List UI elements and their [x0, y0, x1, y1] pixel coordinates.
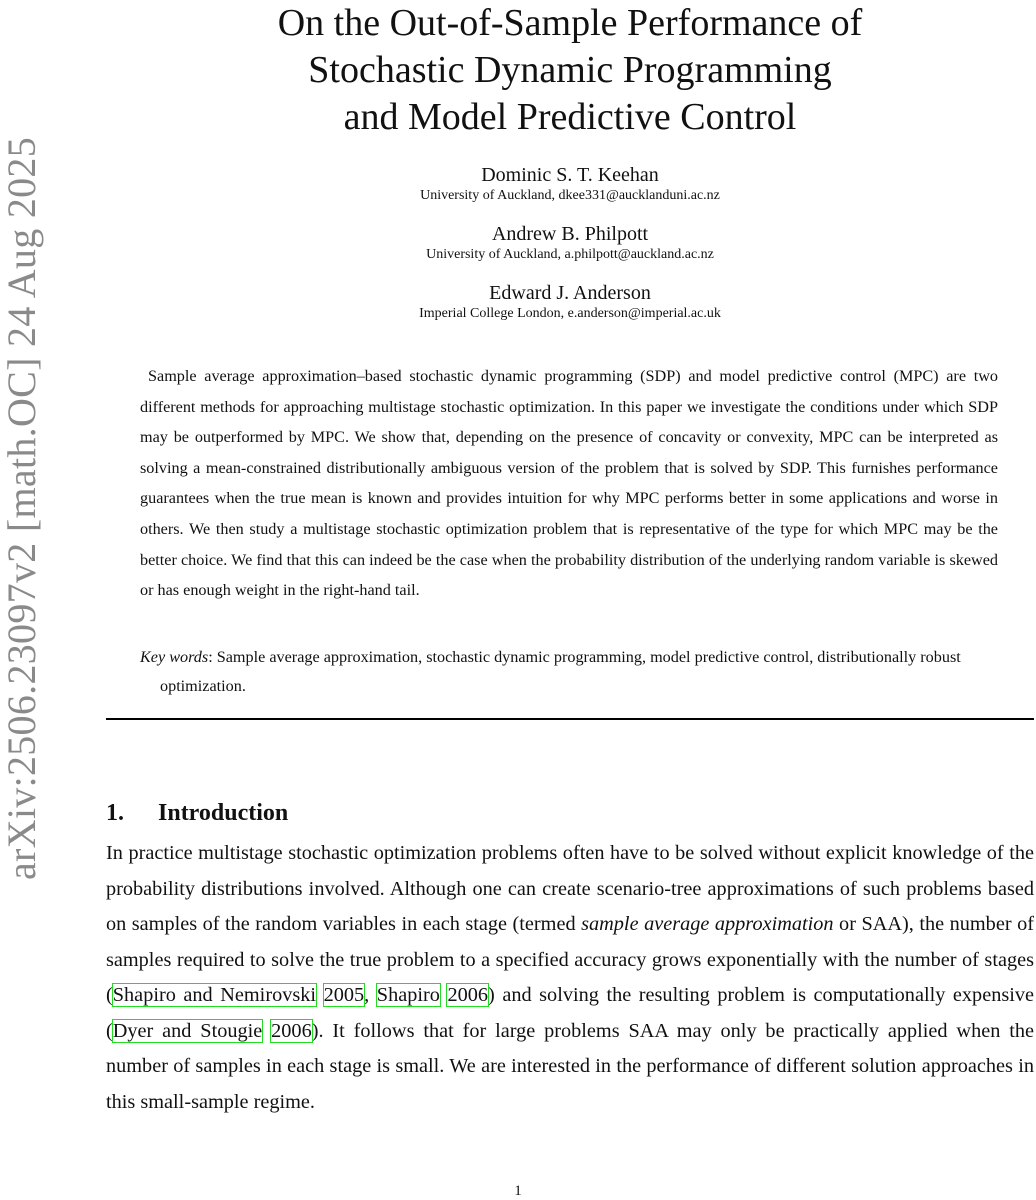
author-1: [150, 163, 990, 205]
citation-year-link[interactable]: 2005: [323, 984, 365, 1006]
citation-link[interactable]: Shapiro and Nemirovski: [112, 984, 317, 1006]
author-name: Andrew B. Philpott: [491, 223, 649, 245]
intro-emphasis: sample average approximation: [581, 913, 834, 935]
author-name: Dominic S. T. Keehan: [481, 164, 659, 186]
author-name: Edward J. Anderson: [489, 282, 651, 304]
title-rule: [106, 718, 1034, 720]
arxiv-stamp: [0, 138, 44, 878]
author-3: [150, 281, 990, 323]
citation-year-link[interactable]: 2006: [271, 1019, 312, 1042]
keywords-label: Key words: [140, 648, 209, 666]
author-2: [150, 222, 990, 264]
intro-paragraph: [106, 836, 1034, 1120]
intro-text: ) and solving the resulting problem is computationally expensive (: [106, 984, 1035, 1042]
citation-year-link[interactable]: 2006: [447, 984, 489, 1006]
author-affiliation: Imperial College London, e.anderson@imperial.ac.uk: [419, 306, 721, 321]
title-line-3: and Model Predictive Control: [343, 96, 797, 138]
keywords-text: : Sample average approximation, stochastic dynamic programming, model predictive control, distributionally robust optimization.: [160, 648, 961, 695]
section-heading: [106, 797, 288, 829]
author-affiliation: University of Auckland, dkee331@aucklanduni.ac.nz: [420, 188, 720, 203]
author-affiliation: University of Auckland, a.philpott@auckland.ac.nz: [426, 247, 714, 262]
citation-link[interactable]: Dyer and Stougie: [112, 1019, 263, 1042]
intro-text: or SAA), the number of samples required to solve the true problem to a specified accuracy grows exponentially with the number of stages (: [106, 913, 1034, 1006]
section-title: Introduction: [158, 800, 289, 826]
intro-text: In practice multistage stochastic optimization problems often have to be solved without explicit knowledge of the probability distributions involved. Although one can create scenario-tree approximations of such problems based on samples of the random variables in each stage (termed: [106, 842, 1034, 935]
section-number: 1.: [106, 800, 124, 826]
arxiv-stamp-text: arXiv:2506.23097v2 [math.OC] 24 Aug 2025: [0, 136, 45, 880]
keywords: [140, 643, 1018, 701]
page-number: 1: [514, 1183, 522, 1199]
paper-title: [150, 0, 990, 141]
abstract: Sample average approximation–based stochastic dynamic programming (SDP) and model predictive control (MPC) are two different methods for approaching multistage stochastic optimization. In this paper we investigate the conditions under which SDP may be outperformed by MPC. We show that, depending on the presence of concavity or convexity, MPC can be interpreted as solving a mean-constrained distributionally ambiguous version of the problem that is solved by SDP. This furnishes performance guarantees when the true mean is known and provides intuition for why MPC performs better in some applications and worse in others. We then study a multistage stochastic optimization problem that is representative of the type for which MPC may be the better choice. We find that this can indeed be the case when the probability distribution of the underlying random variable is skewed or has enough weight in the right-hand tail.: [140, 367, 998, 600]
title-line-1: On the Out-of-Sample Performance of: [277, 2, 863, 44]
citation-link[interactable]: Shapiro: [376, 984, 440, 1006]
intro-text: ). It follows that for large problems SAA may only be practically applied when the number of samples in each stage is small. We are interested in the performance of different solution approaches in this small-sample regime.: [106, 1019, 1034, 1113]
intro-text: ,: [364, 984, 377, 1006]
title-line-2: Stochastic Dynamic Programming: [308, 49, 832, 91]
